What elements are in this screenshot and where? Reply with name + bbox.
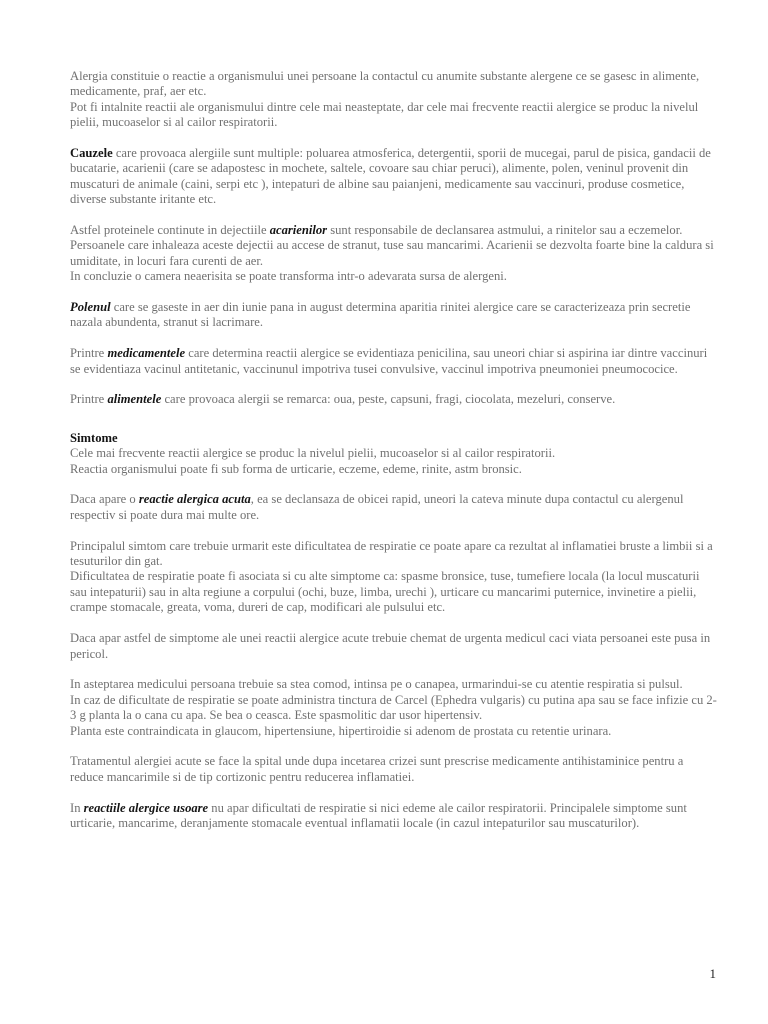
acarieni-term: acarienilor xyxy=(269,223,328,238)
intro-paragraph-1: Alergia constituie o reactie a organismului unei persoane la contactul cu anumite substante alergene ce se gasesc in alimente, medicamente, praf, aer etc. xyxy=(70,69,700,99)
medicamente-paragraph xyxy=(70,346,718,377)
document-page xyxy=(70,69,718,831)
tratament-paragraph: Tratamentul alergiei acute se face la spital unde dupa incetarea crizei sunt prescrise medicamente antihistaminice pentru a reduce mancarimile si de tip cortizonic pentru reducerea inflamatiei. xyxy=(70,754,684,784)
usoare-paragraph xyxy=(70,801,718,832)
alimente-after: care provoaca alergii se remarca: oua, peste, capsuni, fragi, ciocolata, mezeluri, conserve. xyxy=(161,392,616,407)
page-number: 1 xyxy=(709,966,716,981)
acuta-paragraph xyxy=(70,492,718,523)
simtome-heading: Simtome xyxy=(70,430,118,445)
acuta-before: Daca apare o xyxy=(70,492,139,507)
intro-paragraph-2: Pot fi intalnite reactii ale organismului dintre cele mai neasteptate, dar cele mai frecvente reactii alergice se produc la nivelul pielii, mucoaselor si al cailor respiratorii. xyxy=(70,99,699,130)
medicamente-term: medicamentele xyxy=(107,346,186,361)
usoare-term: reactiile alergice usoare xyxy=(83,800,209,815)
polenul-text: care se gaseste in aer din iunie pana in august determina aparitia rinitei alergice care se caracterizeaza prin secretie nazala abundenta, stranut si lacrimare. xyxy=(70,300,691,330)
acarieni-conclusion: In concluzie o camera neaerisita se poate transforma intr-o adevarata sursa de alergeni. xyxy=(70,269,507,284)
acarieni-paragraph xyxy=(70,223,718,269)
acarieni-after: sunt responsabile de declansarea astmului, a rinitelor sau a eczemelor. Persoanele care inhaleaza aceste dejectii au accese de stranut, tuse sau mancarimi. Acarienii se dezvolta foarte bine la caldura si umiditate, in locuri fara curenti de aer. xyxy=(70,223,714,268)
simtome-line-1: Cele mai frecvente reactii alergice se produc la nivelul pielii, mucoaselor si al cailor respiratorii. xyxy=(70,446,556,461)
medicamente-after: care determina reactii alergice se evidentiaza penicilina, sau uneori chiar si aspirina iar dintre vaccinuri se evidentiaza vacinul antitetanic, vaccinunul impotriva tusei convulsive, vaccinul impotriva pneumoniei pneumococice. xyxy=(70,346,708,376)
cauzele-text: care provoaca alergiile sunt multiple: poluarea atmosferica, detergentii, sporii de mucegai, parul de pisica, gandacii de bucatarie, acarienii (care se adapostesc in mochete, saltele, covoare sau chiar peruci), alimente, polen, veninul provenit din muscaturi de animale (caini, serpi etc ), intepaturi de albine sau paianjeni, medicamente sau vaccinuri, produse cosmetice, diverse substante iritante etc. xyxy=(70,146,711,207)
usoare-before: In xyxy=(70,800,84,815)
asteptare-paragraph-2: In caz de dificultate de respiratie se poate administra tinctura de Carcel (Ephedra vulgaris) cu putina apa sau se face infizie cu 2-3 g planta la o cana cu apa. Se bea o ceasca. Este spasmolitic dar usor hipertensiv. xyxy=(70,692,717,723)
medicamente-before: Printre xyxy=(70,346,108,361)
urgenta-paragraph: Daca apar astfel de simptome ale unei reactii alergice acute trebuie chemat de urgenta medicul caci viata persoanei este pusa in pericol. xyxy=(70,631,711,661)
polenul-term: Polenul xyxy=(70,300,111,315)
alimente-before: Printre xyxy=(70,392,108,407)
acuta-term: reactie alergica acuta xyxy=(138,492,251,507)
acuta-after: , ea se declansaza de obicei rapid, uneori la cateva minute dupa contactul cu alergenul respectiv si poate dura mai multe ore. xyxy=(70,492,684,522)
alimente-term: alimentele xyxy=(107,392,162,407)
cauzele-paragraph xyxy=(70,146,718,208)
polenul-paragraph xyxy=(70,300,718,331)
usoare-after: nu apar dificultati de respiratie si nici edeme ale cailor respiratorii. Principalele simptome sunt urticarie, mancarime, deranjamente stomacale eventual inflamatii locale (in cazul intepaturilor sau muscaturilor). xyxy=(70,800,687,830)
principal-paragraph-1: Principalul simtom care trebuie urmarit este dificultatea de respiratie ce poate apare ca rezultat al inflamatiei bruste a limbii si a tesuturilor din gat. xyxy=(70,538,713,569)
cauzele-term: Cauzele xyxy=(70,146,113,161)
asteptare-paragraph-3: Planta este contraindicata in glaucom, hipertensiune, hipertiroidie si adenom de prostata cu retentie urinara. xyxy=(70,723,612,738)
asteptare-paragraph-1: In asteptarea medicului persoana trebuie sa stea comod, intinsa pe o canapea, urmarindui-se cu atentie respiratia si pulsul. xyxy=(70,677,683,692)
simtome-line-2: Reactia organismului poate fi sub forma de urticarie, eczeme, edeme, rinite, astm bronsic. xyxy=(70,461,522,476)
principal-paragraph-2: Dificultatea de respiratie poate fi asociata si cu alte simptome ca: spasme bronsice, tuse, tumefiere locala (la locul muscaturii sau intepaturii) sau in alta regiune a corpului (ochi, buze, limba, urechi ), urticare cu mancarimi puternice, invinetire a pielii, crampe stomacale, greata, voma, dureri de cap, modificari ale pulsului etc. xyxy=(70,569,700,615)
acarieni-before: Astfel proteinele continute in dejectiile xyxy=(70,223,270,238)
alimente-paragraph xyxy=(70,392,718,407)
